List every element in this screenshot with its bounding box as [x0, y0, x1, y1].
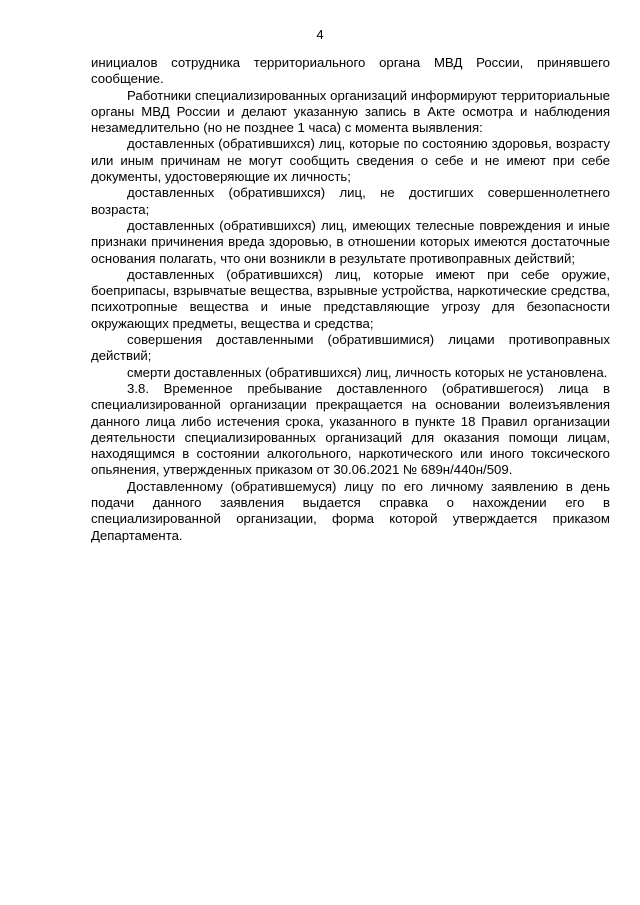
list-item-bodily-injuries: доставленных (обратившихся) лиц, имеющих телесные повреждения и иные признаки причинения вреда здоровью, в отношении которых имеются достаточные основания полагать, что они возникли в результате противоправных действий;	[91, 217, 610, 266]
paragraph-notification-intro: Работники специализированных организаций информируют территориальные органы МВД России и делают указанную запись в Акте осмотра и наблюдения незамедлительно (но не позднее 1 часа) с момента выявления:	[91, 87, 610, 136]
list-item-unlawful-actions: совершения доставленными (обратившимися) лицами противоправных действий;	[91, 332, 610, 364]
paragraph-continuation: инициалов сотрудника территориального органа МВД России, принявшего сообщение.	[91, 55, 610, 87]
list-item-minors: доставленных (обратившихся) лиц, не достигших совершеннолетнего возраста;	[91, 185, 610, 217]
list-item-unidentified-persons: доставленных (обратившихся) лиц, которые по состоянию здоровья, возрасту или иным причинам не могут сообщить сведения о себе и не имеют при себе документы, удостоверяющие их личность;	[91, 136, 610, 185]
paragraph-certificate: Доставленному (обратившемуся) лицу по его личному заявлению в день подачи данного заявления выдается справка о нахождении его в специализированной организации, форма которой утверждается приказом Департамента.	[91, 478, 610, 543]
list-item-dangerous-items: доставленных (обратившихся) лиц, которые имеют при себе оружие, боеприпасы, взрывчатые вещества, взрывные устройства, наркотические средства, психотропные вещества и иные представляющие угрозу для безопасности окружающих предметы, вещества и средства;	[91, 266, 610, 331]
paragraph-section-3-8: 3.8. Временное пребывание доставленного (обратившегося) лица в специализированной организации прекращается на основании волеизъявления данного лица либо истечения срока, указанного в пункте 18 Правил организации деятельности специализированных организаций для оказания помощи лицам, находящимся в состоянии алкогольного, наркотического или иного токсического опьянения, утвержденных приказом от 30.06.2021 № 689н/440н/509.	[91, 380, 610, 478]
page-number: 4	[316, 27, 324, 42]
list-item-unidentified-death: смерти доставленных (обратившихся) лиц, личность которых не установлена.	[127, 364, 608, 380]
document-body	[91, 55, 610, 544]
